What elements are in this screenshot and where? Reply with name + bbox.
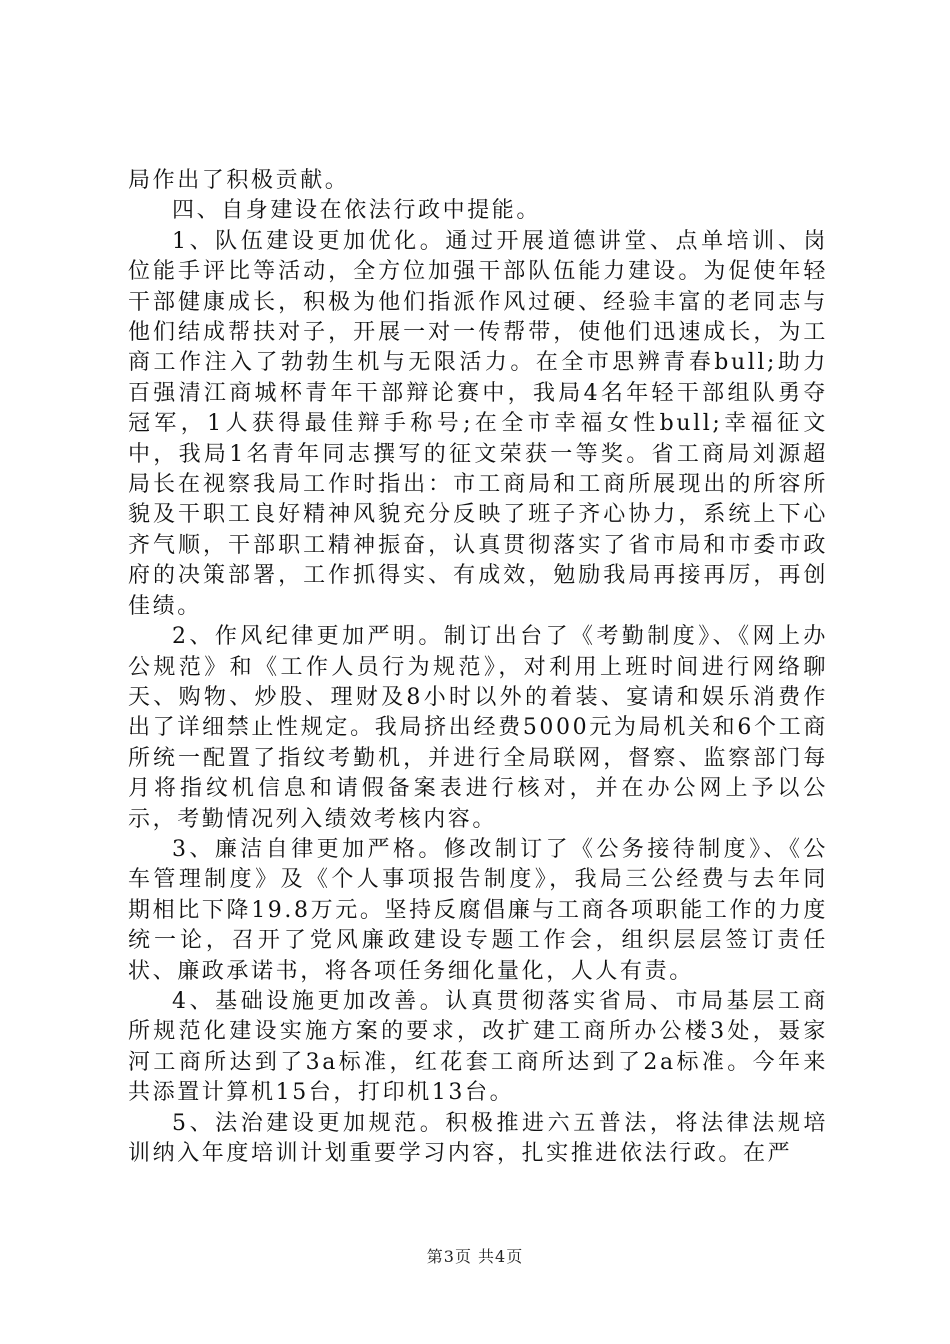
section-heading-four: 四、自身建设在依法行政中提能。 [172,198,542,224]
paragraph-team-building: 1、队伍建设更加优化。通过开展道德讲堂、点单培训、岗位能手评比等活动，全方位加强干部队伍能力建设。为促使年轻干部健康成长，积极为他们指派作风过硬、经验丰富的老同志与他们结成帮扶对子，开展一对一传帮带，使他们迅速成长，为工商工作注入了勃勃生机与无限活力。在全市思辨青春bull;助力百强清江商城杯青年干部辩论赛中，我局4名年轻干部组队勇夺冠军，1人获得最佳辩手称号;在全市幸福女性bull;幸福征文中，我局1名青年同志撰写的征文荣获一等奖。省工商局刘源超局长在视察我局工作时指出：市工商局和工商所展现出的所容所貌及干职工良好精神风貌充分反映了班子齐心协力，系统上下心齐气顺，干部职工精神振奋，认真贯彻落实了省市局和市委市政府的决策部署，工作抓得实、有成效，勉励我局再接再厉，再创佳绩。 [128,228,828,619]
paragraph-continuation: 局作出了积极贡献。 [128,168,350,193]
paragraph-discipline: 2、作风纪律更加严明。制订出台了《考勤制度》、《网上办公规范》和《工作人员行为规范》，对利用上班时间进行网络聊天、购物、炒股、理财及8小时以外的着装、宴请和娱乐消费作出了详细禁止性规定。我局挤出经费5000元为局机关和6个工商所统一配置了指纹考勤机，并进行全局联网，督察、监察部门每月将指纹机信息和请假备案表进行核对，并在办公网上予以公示，考勤情况列入绩效考核内容。 [128,624,828,832]
paragraph-rule-of-law: 5、法治建设更加规范。积极推进六五普法，将法律法规培训纳入年度培训计划重要学习内容，扎实推进依法行政。在严 [128,1110,828,1166]
paragraph-integrity: 3、廉洁自律更加严格。修改制订了《公务接待制度》、《公车管理制度》及《个人事项报告制度》，我局三公经费与去年同期相比下降19.8万元。坚持反腐倡廉与工商各项职能工作的力度统一论，召开了党风廉政建设专题工作会，组织层层签订责任状、廉政承诺书，将各项任务细化量化，人人有责。 [128,836,828,984]
document-body [128,166,828,1169]
page-number-footer: 第3页 共4页 [426,1247,524,1266]
paragraph-infrastructure: 4、基础设施更加改善。认真贯彻落实省局、市局基层工商所规范化建设实施方案的要求，改扩建工商所办公楼3处，聂家河工商所达到了3a标准，红花套工商所达到了2a标准。今年来共添置计算机15台，打印机13台。 [128,988,828,1106]
